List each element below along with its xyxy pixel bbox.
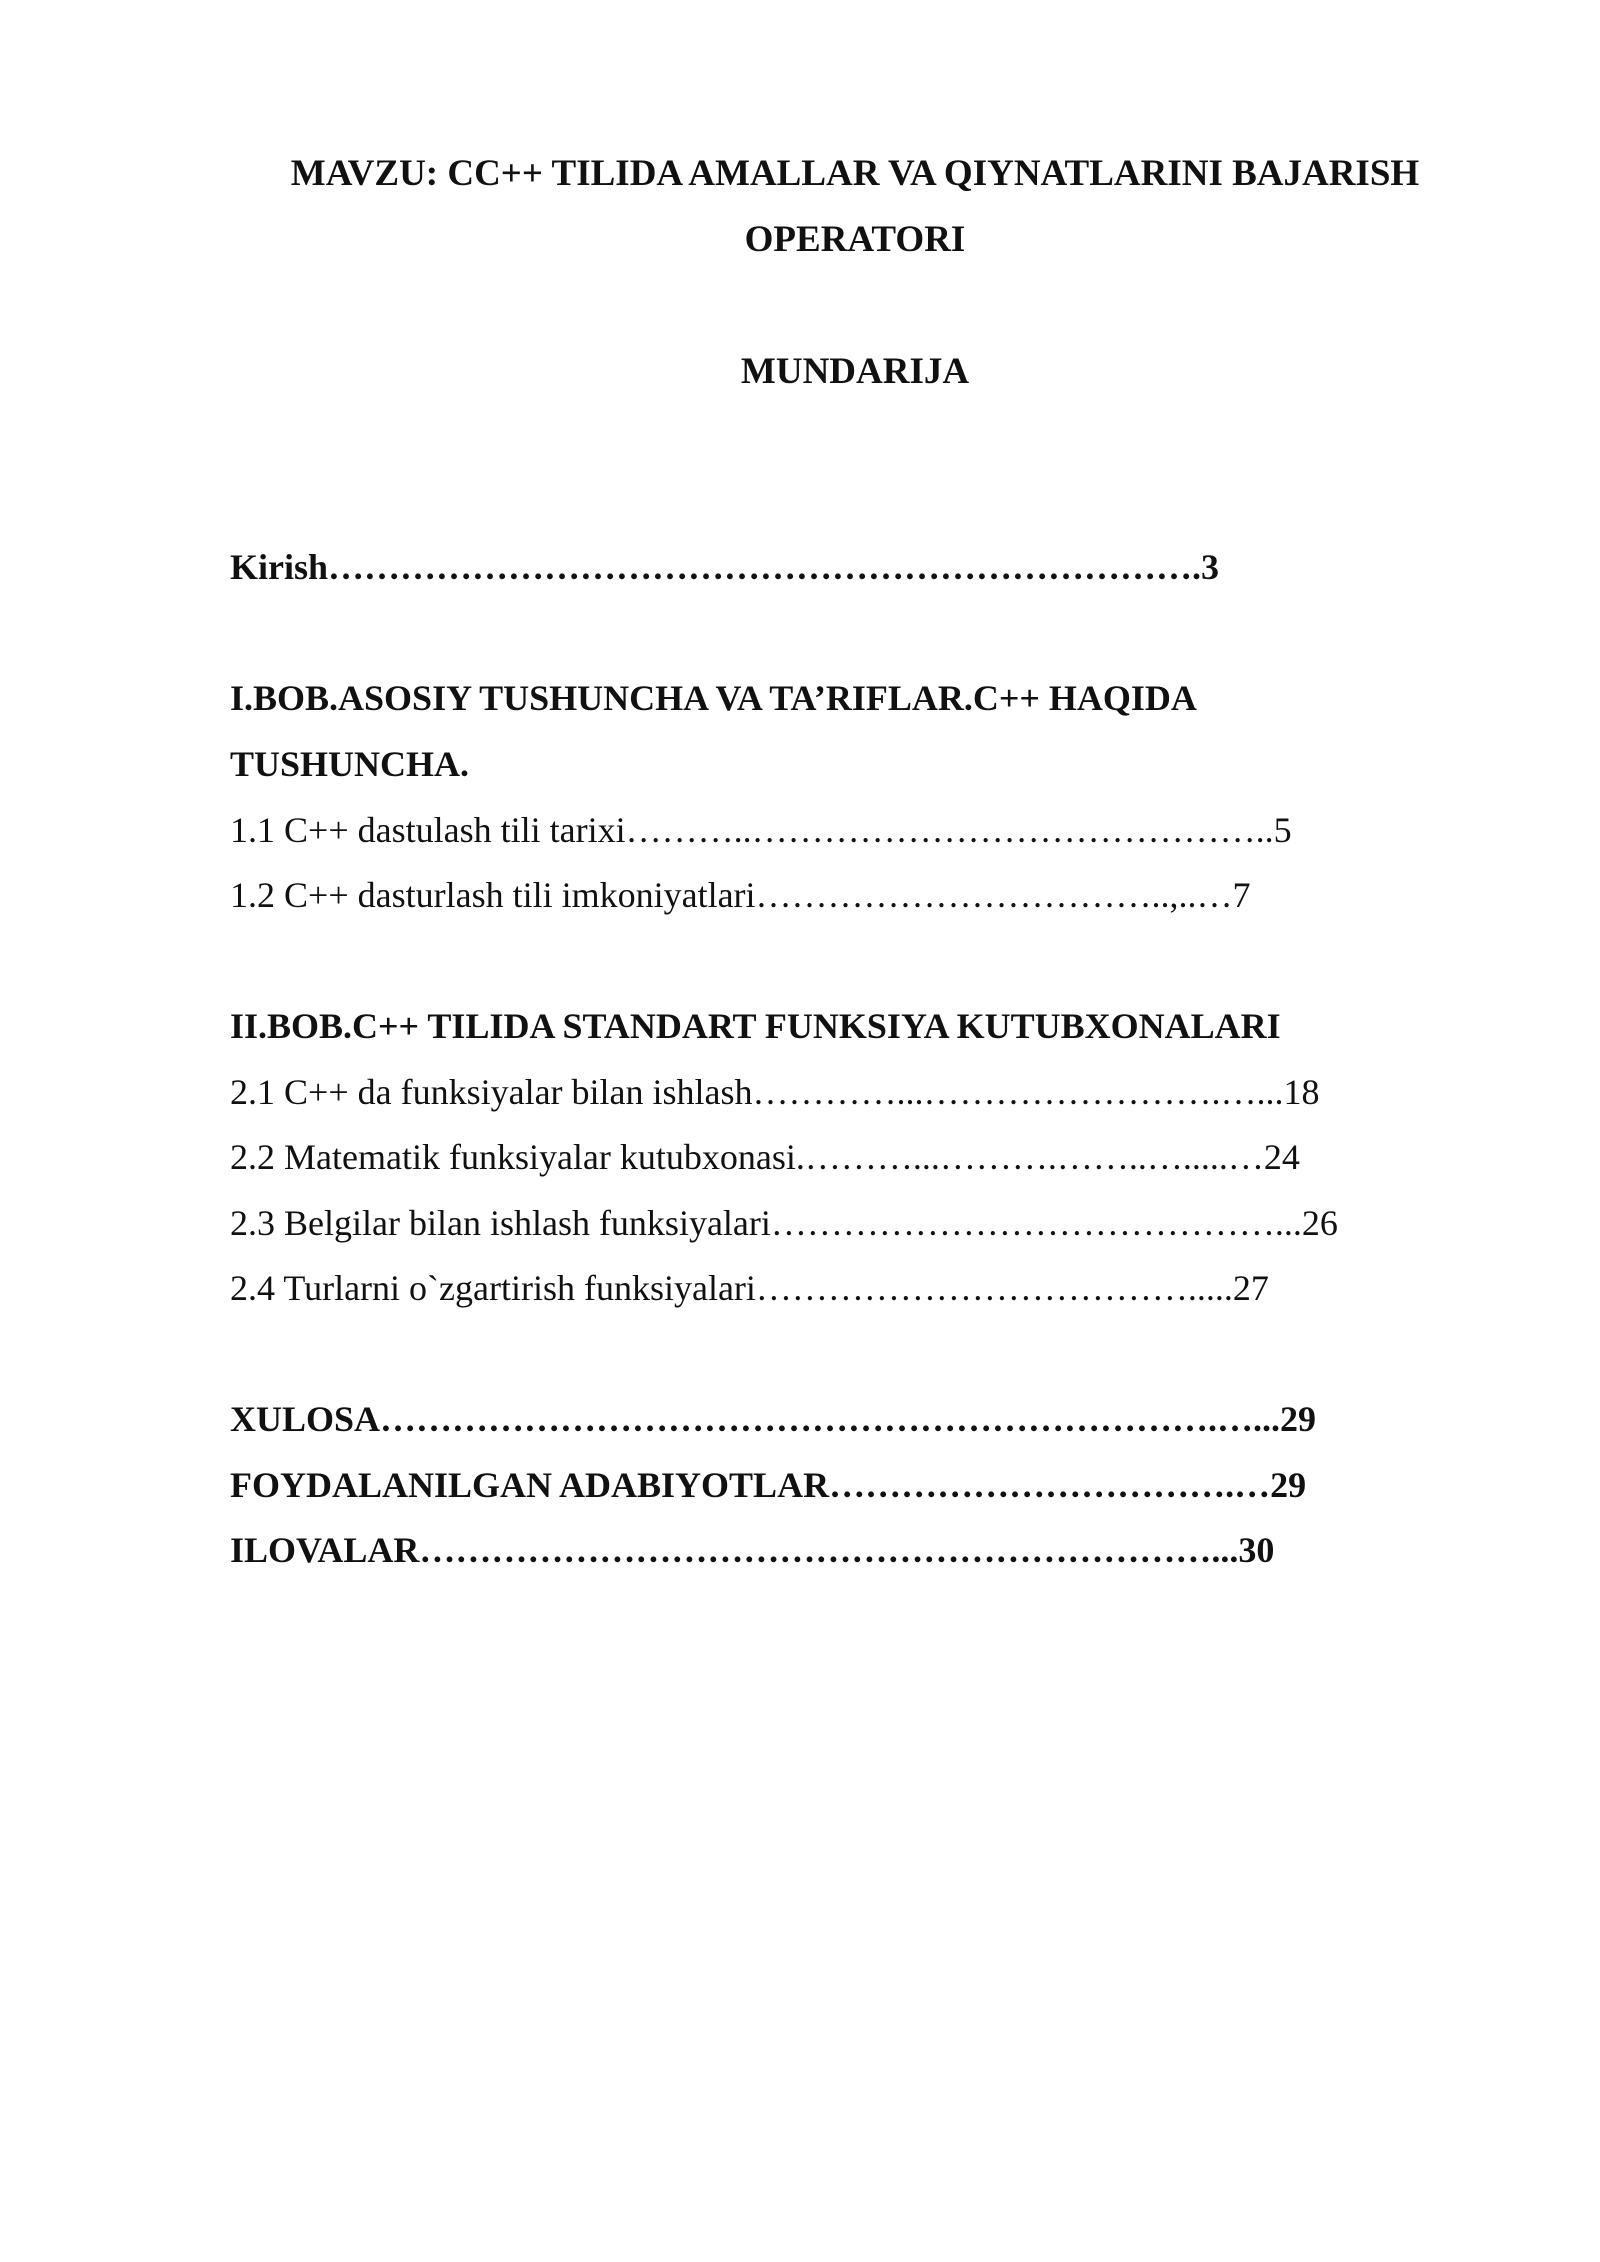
toc-entry-xulosa: XULOSA…………………………………………………………….…...29 <box>230 1399 1317 1439</box>
toc-entry-2-4: 2.4 Turlarni o`zgartirish funksiyalari……………………………….....27 <box>230 1268 1269 1308</box>
toc-entry-1-2: 1.2 C++ dasturlash tili imkoniyatlari……………………………..,..…7 <box>230 875 1251 915</box>
toc-entry-2-3: 2.3 Belgilar bilan ishlash funksiyalari……………………………………...26 <box>230 1203 1338 1243</box>
toc-entry-2-2: 2.2 Matematik funksiyalar kutubxonasi.………...……….……..….....…24 <box>230 1137 1300 1177</box>
toc-chapter-2-title: II.BOB.C++ TILIDA STANDART FUNKSIYA KUTUBXONALARI <box>230 1006 1281 1046</box>
toc-entry-2-1: 2.1 C++ da funksiyalar bilan ishlash…………...…………………….…...18 <box>230 1072 1320 1112</box>
document-title-line-1: MAVZU: CC++ TILIDA AMALLAR VA QIYNATLARINI BAJARISH <box>290 153 1420 194</box>
toc-entry-foydalanilgan-adabiyotlar: FOYDALANILGAN ADABIYOTLAR…………………………….…29 <box>230 1465 1307 1505</box>
toc-entry-kirish: Kirish……………………………………………………………….3 <box>230 547 1220 587</box>
toc-chapter-1-title-continued: TUSHUNCHA. <box>230 744 470 784</box>
contents-heading: MUNDARIJA <box>740 351 970 392</box>
document-title-line-2: OPERATORI <box>744 219 966 260</box>
toc-entry-1-1: 1.1 C++ dastulash tili tarixi………..……………………………………..5 <box>230 810 1292 850</box>
toc-chapter-1-title: I.BOB.ASOSIY TUSHUNCHA VA TA’RIFLAR.C++ HAQIDA <box>230 678 1197 718</box>
toc-entry-ilovalar: ILOVALAR…………………………………………………………...30 <box>230 1530 1275 1570</box>
